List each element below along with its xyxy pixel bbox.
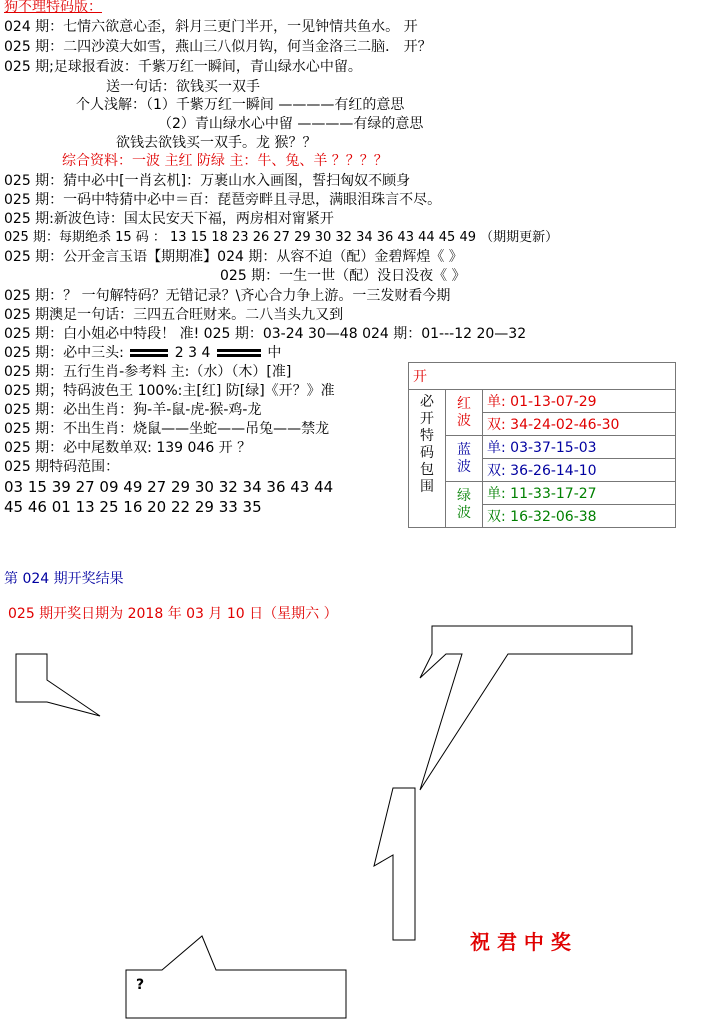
- wave-red-label: 红 波: [446, 390, 483, 436]
- table-row: 双: 34-24-02-46-30: [483, 413, 676, 436]
- text-line: （2）青山绿水心中留 ————有绿的意思: [158, 116, 424, 132]
- table-row: 双: 16-32-06-38: [483, 505, 676, 528]
- text-line: 025 期：不出生肖：烧鼠——坐蛇——吊兔——禁龙: [4, 421, 330, 437]
- summary-line: 综合资料：一波 主红 防绿 主：牛、兔、羊 ？？？？: [62, 153, 388, 169]
- text-line: 024 期：七情六欲意心歪，斜月三更门半开，一见钟情共鱼水。 开: [4, 19, 418, 35]
- number-range: 03 15 39 27 09 49 27 29 30 32 34 36 43 44: [4, 478, 334, 496]
- text-line: 025 期：一码中特猜中必中＝百：琵琶旁畔且寻思，满眼泪珠言不尽。: [4, 192, 442, 208]
- three-heads-suffix: 中: [267, 345, 282, 361]
- table-row: 单: 01-13-07-29: [483, 390, 676, 413]
- text-line: 025 期：一生一世（配）没日没夜《 》: [220, 268, 466, 284]
- three-heads-label: 025 期：必中三头:: [4, 345, 124, 361]
- number-seven-shape: [420, 626, 632, 790]
- table-row: 双: 36-26-14-10: [483, 459, 676, 482]
- text-line: 025 期：五行生肖-参考料 主:（水）（木）[准]: [4, 364, 292, 380]
- results-heading[interactable]: 第 024 期开奖结果: [4, 571, 124, 587]
- table-header: 开: [409, 363, 676, 390]
- text-line: 025 期：白小姐必中特段！ 准! 025 期：03-24 30—48 024 期：01---12 20—32: [4, 326, 527, 342]
- text-line: 025 期;足球报看波：千紫万红一瞬间，青山绿水心中留。: [4, 59, 362, 75]
- text-line: 025 期：必中尾数单双: 139 046 开 ？: [4, 440, 252, 456]
- bubble-shape-bottom: [126, 936, 346, 1018]
- text-line: 个人浅解：（1）千紫万红一瞬间 ————有红的意思: [76, 97, 405, 113]
- text-line: 欲钱去欲钱买一双手。龙 猴？？: [116, 135, 317, 151]
- text-line: 025 期：？ 一句解特码？无错记录？\齐心合力争上游。一三发财看今期: [4, 288, 451, 304]
- page-title: 狗不理特码版：: [4, 0, 102, 15]
- number-one-shape: [374, 788, 415, 940]
- text-line: 025 期：猜中必中[一肖玄机]：万裹山水入画图，誓扫匈奴不顾身: [4, 173, 411, 189]
- blessing-text: 祝 君 中 奖: [470, 930, 571, 954]
- bubble-text: ?: [136, 977, 145, 993]
- draw-date: 025 期开奖日期为 2018 年 03 月 10 日（星期六 ）: [8, 606, 338, 622]
- number-range: 45 46 01 13 25 16 20 22 29 33 35: [4, 498, 262, 516]
- three-heads-value: 2 3 4: [174, 345, 211, 361]
- text-line: 025 期：公开金言玉语【期期准】024 期：从容不迫（配）金碧辉煌《 》: [4, 249, 463, 265]
- bubble-shape-left: [16, 654, 100, 716]
- text-line: 025 期：二四沙漠大如雪，燕山三八似月钩，何当金洛三二脑． 开？: [4, 39, 432, 55]
- text-line: 送一句话：欲钱买一双手: [106, 79, 260, 95]
- text-line: 025 期：必出生肖：狗-羊-鼠-虎-猴-鸡-龙: [4, 402, 262, 418]
- table-row: 单: 11-33-17-27: [483, 482, 676, 505]
- wave-green-label: 绿 波: [446, 482, 483, 528]
- text-line: 025 期特码范围：: [4, 459, 120, 475]
- wave-blue-label: 蓝 波: [446, 436, 483, 482]
- text-line: 025 期；特码波色王 100%:主[红] 防[绿]《开？》准: [4, 383, 335, 399]
- side-label: 必 开 特 码 包 围: [409, 390, 446, 528]
- text-line: 025 期：每期绝杀 15 码 ： 13 15 18 23 26 27 29 30 32 34 36 43 44 45 49 （期期更新）: [4, 230, 559, 245]
- text-line: 025 期澳足一句话：三四五合旺财来。二八当头九又到: [4, 307, 344, 323]
- table-row: 单: 03-37-15-03: [483, 436, 676, 459]
- text-line: 025 期:新波色诗：国太民安天下福，两房相对甯紧开: [4, 211, 334, 227]
